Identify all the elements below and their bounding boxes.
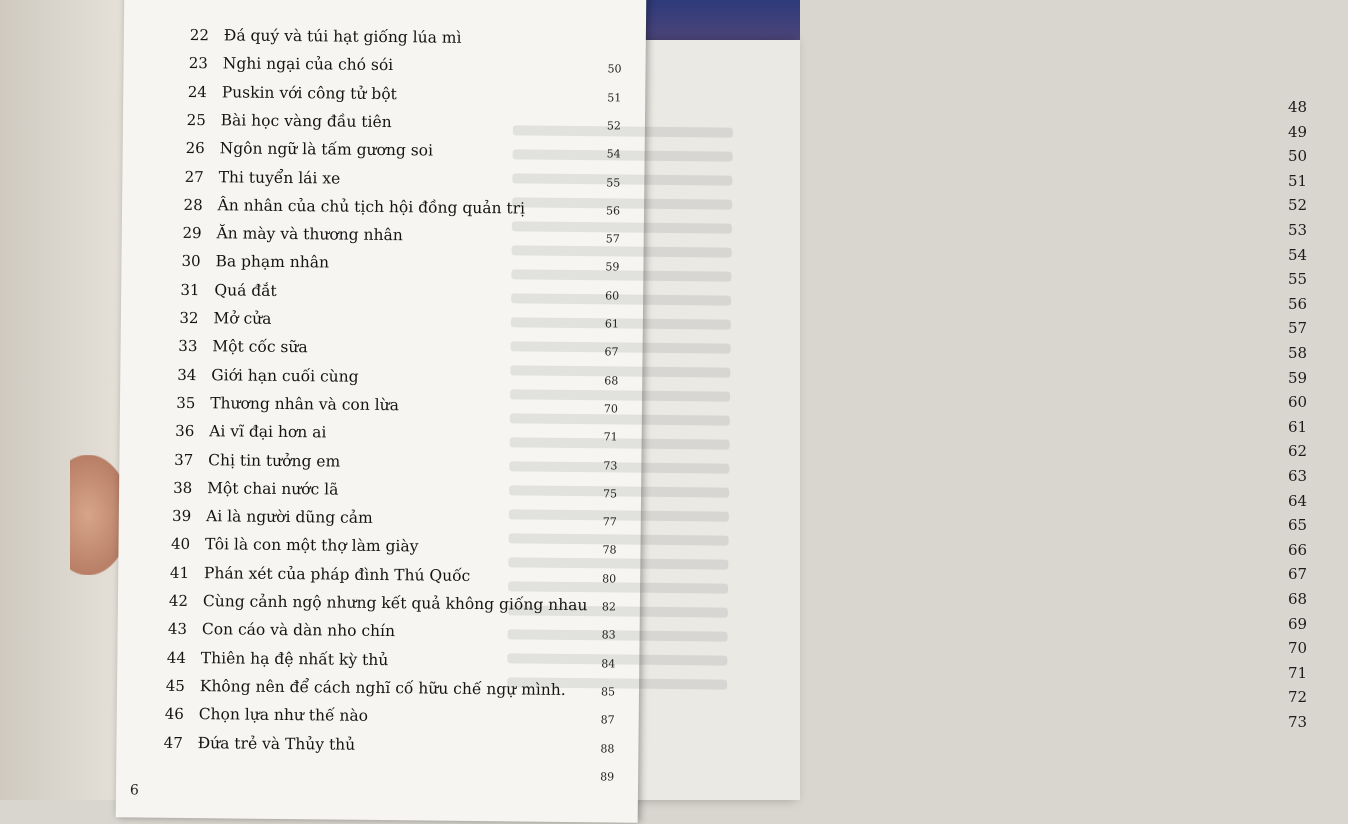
entry-title: Puskin với công tử bột <box>221 82 397 103</box>
adjacent-page-number: 73 <box>1288 713 1308 731</box>
entry-number: 22 <box>189 25 210 45</box>
toc-entry <box>123 110 645 141</box>
entry-page: 77 <box>602 515 617 529</box>
entry-title: Ngôn ngữ là tấm gương soi <box>219 139 434 160</box>
entry-page: 67 <box>604 345 619 359</box>
adjacent-page-number: 56 <box>1288 294 1308 313</box>
entry-page: 71 <box>603 430 618 444</box>
toc-entry <box>119 478 641 509</box>
toc-page <box>116 0 647 823</box>
entry-page: 82 <box>601 600 616 614</box>
adjacent-page-number: 66 <box>1288 540 1308 559</box>
toc-entry <box>122 223 644 254</box>
entry-number: 26 <box>185 139 205 158</box>
entry-page: 88 <box>600 741 615 755</box>
entry-page: 57 <box>605 232 620 246</box>
entry-page: 73 <box>603 458 618 472</box>
entry-title: Một cốc sữa <box>212 337 308 357</box>
adjacent-page-number: 55 <box>1288 270 1308 289</box>
entry-page: 83 <box>601 628 616 642</box>
toc-entry <box>122 195 644 226</box>
entry-page: 70 <box>603 402 619 416</box>
toc-entry <box>117 648 639 679</box>
adjacent-page-number: 70 <box>1288 639 1308 658</box>
page-number: 6 <box>129 782 139 799</box>
toc-entry <box>118 563 640 594</box>
entry-number: 27 <box>184 167 204 186</box>
entry-number: 45 <box>165 676 185 695</box>
toc-entry <box>117 676 639 707</box>
entry-number: 36 <box>175 422 195 441</box>
entry-page: 85 <box>600 685 616 699</box>
entry-page: 80 <box>602 572 617 586</box>
adjacent-page-number: 62 <box>1288 442 1308 461</box>
entry-title: Đá quý và túi hạt giống lúa mì <box>223 26 462 47</box>
adjacent-page-number: 57 <box>1288 319 1308 338</box>
entry-number: 23 <box>188 54 209 73</box>
entry-number: 24 <box>187 82 207 101</box>
entry-title: Nghi ngại của chó sói <box>222 54 394 75</box>
adjacent-page-number: 69 <box>1288 614 1308 633</box>
entry-page: 51 <box>607 90 622 105</box>
entry-title: Tôi là con một thợ làm giày <box>204 535 419 556</box>
adjacent-page-number: 71 <box>1288 663 1308 682</box>
toc-entry <box>118 535 640 566</box>
entry-number: 39 <box>171 506 192 526</box>
entry-title: Bài học vàng đầu tiên <box>220 111 392 131</box>
entry-title: Ăn mày và thương nhân <box>216 224 403 245</box>
toc-entry <box>121 308 643 339</box>
entry-number: 34 <box>177 365 197 384</box>
adjacent-page-number: 58 <box>1288 344 1308 362</box>
toc-entry <box>117 704 639 735</box>
toc-entry <box>122 167 644 198</box>
toc-entry <box>120 365 642 396</box>
adjacent-page-number: 53 <box>1288 221 1308 239</box>
entry-page: 87 <box>600 713 615 727</box>
toc-entry <box>123 138 645 169</box>
entry-title: Thi tuyển lái xe <box>218 167 341 188</box>
adjacent-page-number: 50 <box>1288 147 1308 166</box>
entry-number: 29 <box>182 224 202 243</box>
entry-title: Ai là người dũng cảm <box>205 507 373 528</box>
entry-page: 56 <box>605 204 621 218</box>
entry-title: Chọn lựa như thế nào <box>198 705 369 726</box>
adjacent-page-number: 60 <box>1288 393 1308 412</box>
toc-entry <box>119 450 641 481</box>
adjacent-page-number: 64 <box>1288 491 1308 510</box>
adjacent-page-number: 63 <box>1288 467 1308 485</box>
entry-page: 60 <box>605 289 620 303</box>
toc-entry <box>116 733 638 764</box>
entry-title: Quá đắt <box>214 280 277 300</box>
entry-title: Ai vĩ đại hơn ai <box>209 422 327 442</box>
entry-number: 43 <box>167 620 188 639</box>
entry-page: 68 <box>604 373 619 388</box>
entry-title: Một chai nước lã <box>207 478 339 499</box>
toc-entry <box>120 393 642 424</box>
entry-title: Chị tin tưởng em <box>208 450 341 471</box>
entry-page: 89 <box>600 770 615 784</box>
adjacent-page-number: 68 <box>1288 590 1308 608</box>
entry-number: 28 <box>183 195 203 214</box>
toc-entry <box>120 421 642 452</box>
toc-entry <box>121 252 643 283</box>
adjacent-page-number: 49 <box>1288 122 1308 141</box>
entry-number: 37 <box>174 450 194 469</box>
toc-entry <box>118 591 640 622</box>
toc-entry <box>117 620 639 651</box>
adjacent-page-number: 52 <box>1288 196 1308 215</box>
entry-page: 61 <box>604 317 619 331</box>
adjacent-page-number: 67 <box>1288 565 1308 584</box>
entry-number: 38 <box>173 478 193 497</box>
entry-title: Thương nhân và con lừa <box>210 394 399 415</box>
entry-title: Con cáo và dàn nho chín <box>201 620 396 641</box>
entry-page: 54 <box>606 147 621 161</box>
adjacent-page-number: 61 <box>1288 417 1308 436</box>
adjacent-page-number: 59 <box>1288 368 1308 387</box>
entry-number: 44 <box>166 648 187 667</box>
adjacent-page-number: 51 <box>1288 171 1308 190</box>
entry-number: 46 <box>164 704 184 724</box>
entry-page: 75 <box>603 487 618 501</box>
entry-page: 59 <box>605 260 620 274</box>
entry-number: 40 <box>170 535 191 554</box>
entry-number: 25 <box>186 110 206 130</box>
toc-entry <box>119 506 641 537</box>
entry-title: Đứa trẻ và Thủy thủ <box>197 733 356 754</box>
entry-title: Mở cửa <box>213 309 272 328</box>
entry-title: Không nên để cách nghĩ cố hữu chế ngự mình. <box>199 677 566 699</box>
entry-title: Giới hạn cuối cùng <box>211 365 359 386</box>
entry-title: Phán xét của pháp đình Thú Quốc <box>203 563 471 585</box>
entry-title: Cùng cảnh ngộ nhưng kết quả không giống nhau <box>202 592 588 615</box>
entry-number: 30 <box>181 252 201 271</box>
adjacent-page-number: 72 <box>1288 688 1308 707</box>
entry-page: 84 <box>601 656 616 671</box>
entry-number: 41 <box>169 563 190 582</box>
toc-entry <box>121 280 643 311</box>
toc-entry <box>123 82 645 113</box>
adjacent-page-number: 65 <box>1288 516 1308 535</box>
entry-number: 47 <box>163 733 183 752</box>
entry-number: 31 <box>180 280 200 299</box>
background-left <box>0 0 130 800</box>
entry-number: 35 <box>176 393 196 412</box>
entry-number: 32 <box>179 308 199 328</box>
entry-page: 52 <box>606 119 622 133</box>
entry-page: 55 <box>606 175 621 189</box>
adjacent-page-number: 54 <box>1288 245 1308 264</box>
entry-page: 50 <box>607 62 622 76</box>
adjacent-page-number: 48 <box>1288 98 1308 116</box>
entry-title: Thiên hạ đệ nhất kỳ thủ <box>200 648 389 669</box>
toc-entry <box>120 337 642 368</box>
entry-title: Ba phạm nhân <box>215 252 330 272</box>
entry-title: Ân nhân của chủ tịch hội đồng quản trị <box>217 196 526 218</box>
entry-number: 33 <box>178 337 198 356</box>
entry-page: 78 <box>602 543 617 557</box>
toc-entry <box>123 54 645 85</box>
entry-number: 42 <box>168 591 189 610</box>
toc-entry <box>124 25 646 56</box>
